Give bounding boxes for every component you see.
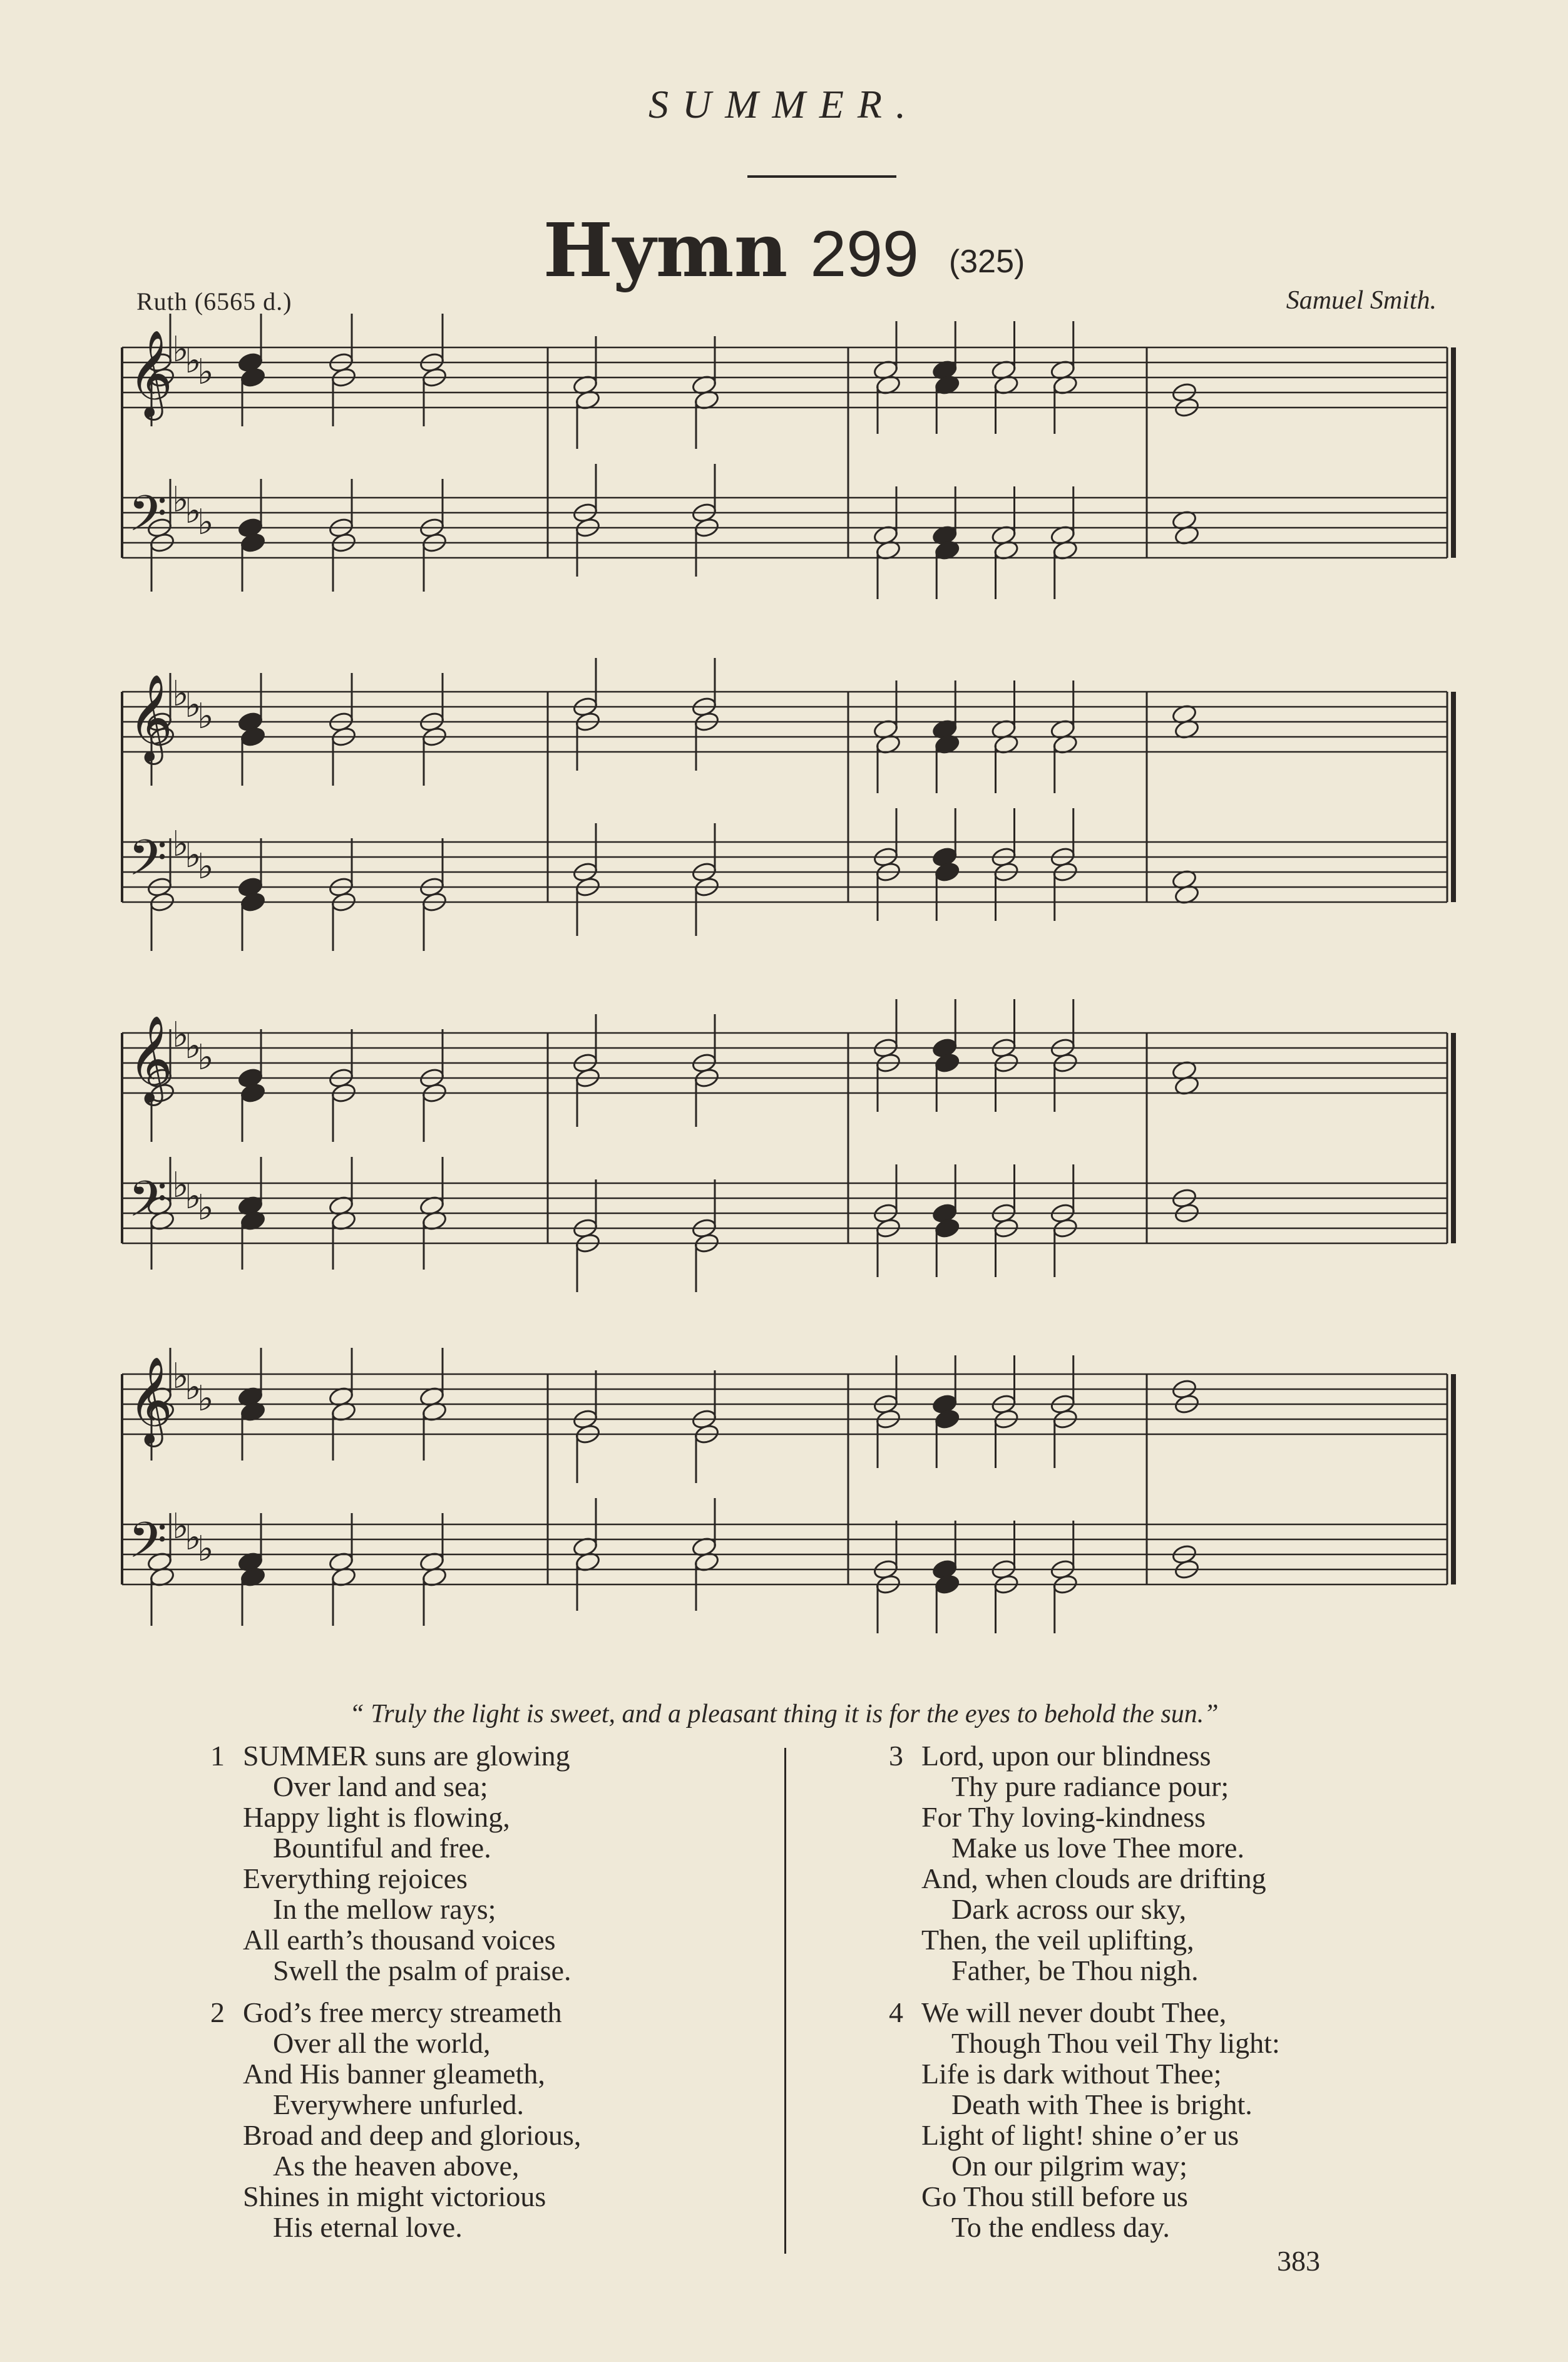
column-divider	[784, 1748, 786, 2254]
verse-1	[210, 1740, 571, 1986]
verse-line: In the mellow rays;	[273, 1893, 496, 1925]
tune-name: Ruth (6565 d.)	[136, 287, 292, 316]
verse-line: Happy light is flowing,	[243, 1801, 510, 1833]
verse-line: Swell the psalm of praise.	[273, 1954, 571, 1986]
section-title: SUMMER.	[648, 82, 920, 126]
verse-line: Over land and sea;	[273, 1770, 488, 1802]
flat-icon: ♭	[172, 480, 189, 520]
flat-icon: ♭	[197, 696, 214, 737]
verse-3	[889, 1740, 1266, 1986]
flat-icon: ♭	[185, 491, 202, 531]
flat-icon: ♭	[185, 685, 202, 726]
verse-line: SUMMER suns are glowing	[243, 1740, 570, 1772]
verse-line: Dark across our sky,	[951, 1893, 1187, 1925]
verse-line: Lord, upon our blindness	[921, 1740, 1211, 1772]
verse-line: And, when clouds are drifting	[921, 1862, 1266, 1894]
flat-icon: ♭	[185, 1367, 202, 1408]
verse-line: All earth’s thousand voices	[243, 1924, 556, 1956]
verse-2	[210, 1996, 582, 2243]
verse-number: 4	[889, 1996, 903, 2028]
flat-icon: ♭	[197, 352, 214, 393]
flat-icon: ♭	[185, 1517, 202, 1558]
verse-number: 3	[889, 1740, 903, 1772]
flat-icon: ♭	[185, 341, 202, 381]
author-credit: Samuel Smith.	[1286, 286, 1437, 315]
verse-line: As the heaven above,	[273, 2150, 520, 2182]
flat-icon: ♭	[172, 674, 189, 714]
verse-line: Though Thou veil Thy light:	[951, 2027, 1280, 2059]
hymn-word: Hymn	[543, 207, 788, 294]
hymn-alt-number: (325)	[948, 244, 1025, 280]
bass-clef-icon: 𝄢	[128, 1170, 167, 1240]
verse-line: God’s free mercy streameth	[243, 1996, 562, 2028]
flat-icon: ♭	[185, 1176, 202, 1217]
flat-icon: ♭	[197, 1529, 214, 1569]
hymn-number: 299	[810, 218, 919, 290]
flat-icon: ♭	[172, 329, 189, 370]
verse-line: Bountiful and free.	[273, 1832, 491, 1864]
verse-line: Shines in might victorious	[243, 2180, 546, 2212]
verse-number: 1	[210, 1740, 225, 1772]
verse-line: Father, be Thou nigh.	[951, 1954, 1199, 1986]
flat-icon: ♭	[172, 1506, 189, 1547]
verse-line: Death with Thee is bright.	[951, 2088, 1253, 2120]
verse-4	[889, 1996, 1280, 2243]
flat-icon: ♭	[172, 824, 189, 865]
bass-clef-icon: 𝄢	[128, 485, 167, 555]
verse-line: Thy pure radiance pour;	[951, 1770, 1229, 1802]
verse-line: Go Thou still before us	[921, 2180, 1188, 2212]
flat-icon: ♭	[197, 846, 214, 887]
flat-icon: ♭	[197, 1037, 214, 1078]
verse-line: On our pilgrim way;	[951, 2150, 1187, 2182]
verse-line: Everything rejoices	[243, 1862, 468, 1894]
treble-clef-icon: 𝄞	[128, 674, 173, 761]
flat-icon: ♭	[185, 1026, 202, 1067]
verse-line: Everywhere unfurled.	[273, 2088, 525, 2120]
treble-clef-icon: 𝄞	[128, 1357, 173, 1444]
verse-line: For Thy loving-kindness	[921, 1801, 1206, 1833]
flat-icon: ♭	[185, 835, 202, 876]
verse-line: And His banner gleameth,	[243, 2058, 545, 2090]
epigraph: “ Truly the light is sweet, and a pleasant thing it is for the eyes to behold the sun.”	[349, 1700, 1219, 1728]
verse-line: We will never doubt Thee,	[921, 1996, 1227, 2028]
flat-icon: ♭	[197, 1188, 214, 1228]
verse-line: Light of light! shine o’er us	[921, 2119, 1239, 2151]
verse-number: 2	[210, 1996, 225, 2028]
verse-line: Life is dark without Thee;	[921, 2058, 1222, 2090]
flat-icon: ♭	[172, 1015, 189, 1055]
verse-line: His eternal love.	[273, 2211, 463, 2243]
bass-clef-icon: 𝄢	[128, 829, 167, 899]
verse-line: To the endless day.	[951, 2211, 1170, 2243]
treble-clef-icon: 𝄞	[128, 1015, 173, 1102]
verse-line: Broad and deep and glorious,	[243, 2119, 582, 2151]
flat-icon: ♭	[197, 502, 214, 543]
page-number: 383	[1277, 2245, 1320, 2277]
flat-icon: ♭	[197, 1379, 214, 1419]
flat-icon: ♭	[172, 1165, 189, 1206]
verse-line: Make us love Thee more.	[951, 1832, 1244, 1864]
verse-line: Over all the world,	[273, 2027, 491, 2059]
bass-clef-icon: 𝄢	[128, 1511, 167, 1581]
verse-line: Then, the veil uplifting,	[921, 1924, 1194, 1956]
flat-icon: ♭	[172, 1356, 189, 1397]
treble-clef-icon: 𝄞	[128, 330, 173, 417]
